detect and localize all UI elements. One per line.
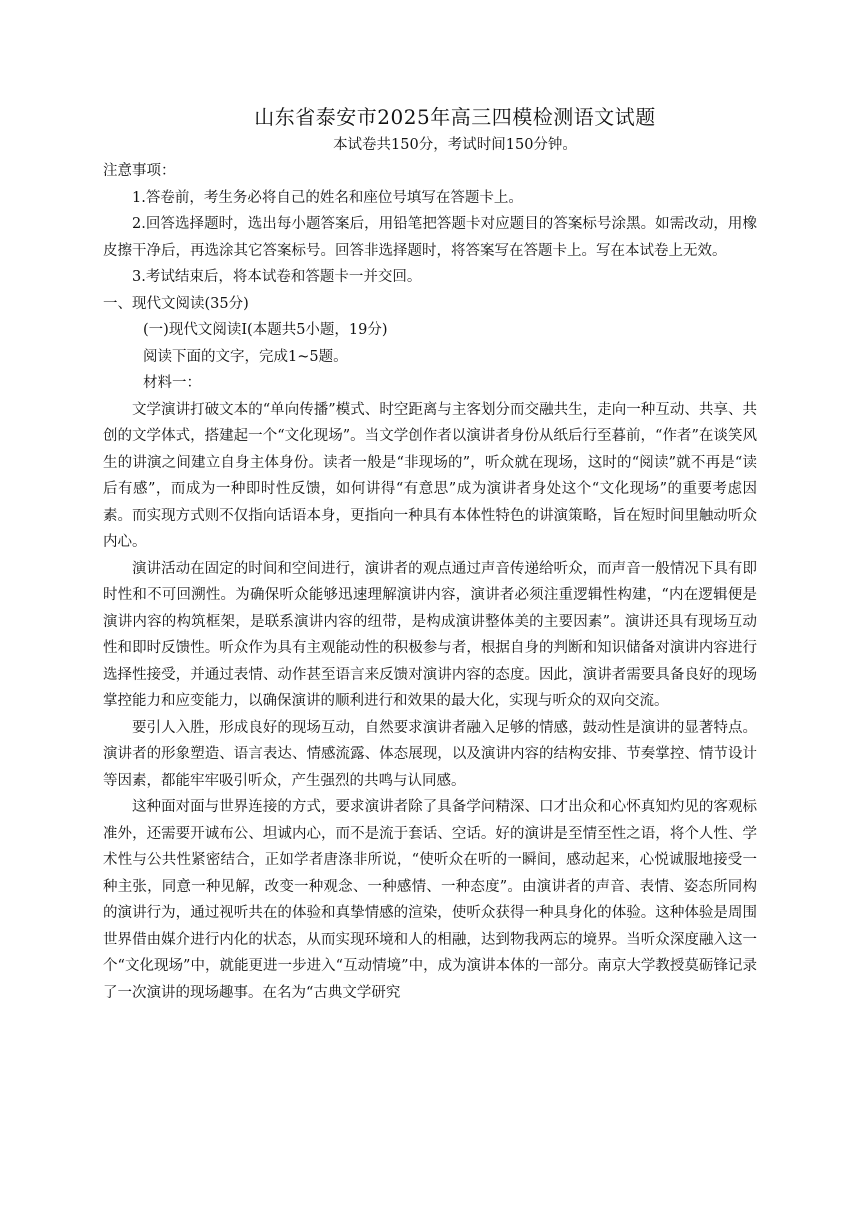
note-item-1: 1.答卷前，考生务必将自己的姓名和座位号填写在答题卡上。 <box>132 189 523 206</box>
reading-instruction: 阅读下面的文字，完成1~5题。 <box>143 348 348 365</box>
notes-heading: 注意事项： <box>103 163 176 179</box>
body-paragraph-3: 要引人入胜，形成良好的现场互动，自然要求演讲者融入足够的情感，鼓动性是演讲的显著特点。演讲者的形象塑造、语言表达、情感流露、体态展现，以及演讲内容的结构安排、节奏掌控、情节设计等因素，都能牢牢吸引听众，产生强烈的共鸣与认同感。 <box>103 719 757 789</box>
material-label: 材料一： <box>143 375 201 391</box>
note-item-2: 2.回答选择题时，选出每小题答案后，用铅笔把答题卡对应题目的答案标号涂黑。如需改动，用橡皮擦干净后，再选涂其它答案标号。回答非选择题时，将答案写在答题卡上。写在本试卷上无效。 <box>103 216 757 259</box>
note-item-3: 3.考试结束后，将本试卷和答题卡一并交回。 <box>132 269 422 285</box>
body-paragraph-2: 演讲活动在固定的时间和空间进行，演讲者的观点通过声音传递给听众，而声音一般情况下具有即时性和不可回溯性。为确保听众能够迅速理解演讲内容，演讲者必须注重逻辑性构建，“内在逻辑便是演讲内容的构筑框架，是联系演讲内容的纽带，是构成演讲整体美的主要因素”。演讲还具有现场互动性和即时反馈性。听众作为具有主观能动性的积极参与者，根据自身的判断和知识储备对演讲内容进行选择性接受，并通过表情、动作甚至语言来反馈对演讲内容的态度。因此，演讲者需要具备良好的现场掌控能力和应变能力，以确保演讲的顺利进行和效果的最大化，实现与听众的双向交流。 <box>103 560 757 709</box>
body-paragraph-4: 这种面对面与世界连接的方式，要求演讲者除了具备学问精深、口才出众和心怀真知灼见的客观标准外，还需要开诚布公、坦诚内心，而不是流于套话、空话。好的演讲是至情至性之语，将个人性、学术性与公共性紧密结合，正如学者唐涤非所说，“使听众在听的一瞬间，感动起来，心悦诚服地接受一种主张，同意一种见解，改变一种观念、一种感情、一种态度”。由演讲者的声音、表情、姿态所同构的演讲行为，通过视听共在的体验和真挚情感的渲染，使听众获得一种具身化的体验。这种体验是周围世界借由媒介进行内化的状态，从而实现环境和人的相融，达到物我两忘的境界。当听众深度融入这一个“文化现场”中，就能更进一步进入“互动情境”中，成为演讲本体的一部分。南京大学教授莫砺锋记录了一次演讲的现场趣事。在名为“古典文学研究 <box>103 799 757 1001</box>
exam-title: 山东省泰安市2025年高三四模检测语文试题 <box>254 105 656 129</box>
exam-content <box>103 102 757 1006</box>
section-heading: 一、现代文阅读(35分) <box>103 295 249 312</box>
exam-subtitle: 本试卷共150分，考试时间150分钟。 <box>333 137 577 153</box>
sub-section-heading: (一)现代文阅读Ⅰ(本题共5小题，19分) <box>143 322 388 338</box>
body-paragraph-1: 文学演讲打破文本的“单向传播”模式、时空距离与主客划分而交融共生，走向一种互动、共享、共创的文学体式，搭建起一个“文化现场”。当文学创作者以演讲者身份从纸后行至暮前，“作者”在谈笑风生的讲演之间建立自身主体身份。读者一般是“非现场的”，听众就在现场，这时的“阅读”就不再是“读后有感”，而成为一种即时性反馈，如何讲得“有意思”成为演讲者身处这个“文化现场”的重要考虑因素。而实现方式则不仅指向话语本身，更指向一种具有本体性特色的讲演策略，旨在短时间里触动听众内心。 <box>103 401 757 550</box>
